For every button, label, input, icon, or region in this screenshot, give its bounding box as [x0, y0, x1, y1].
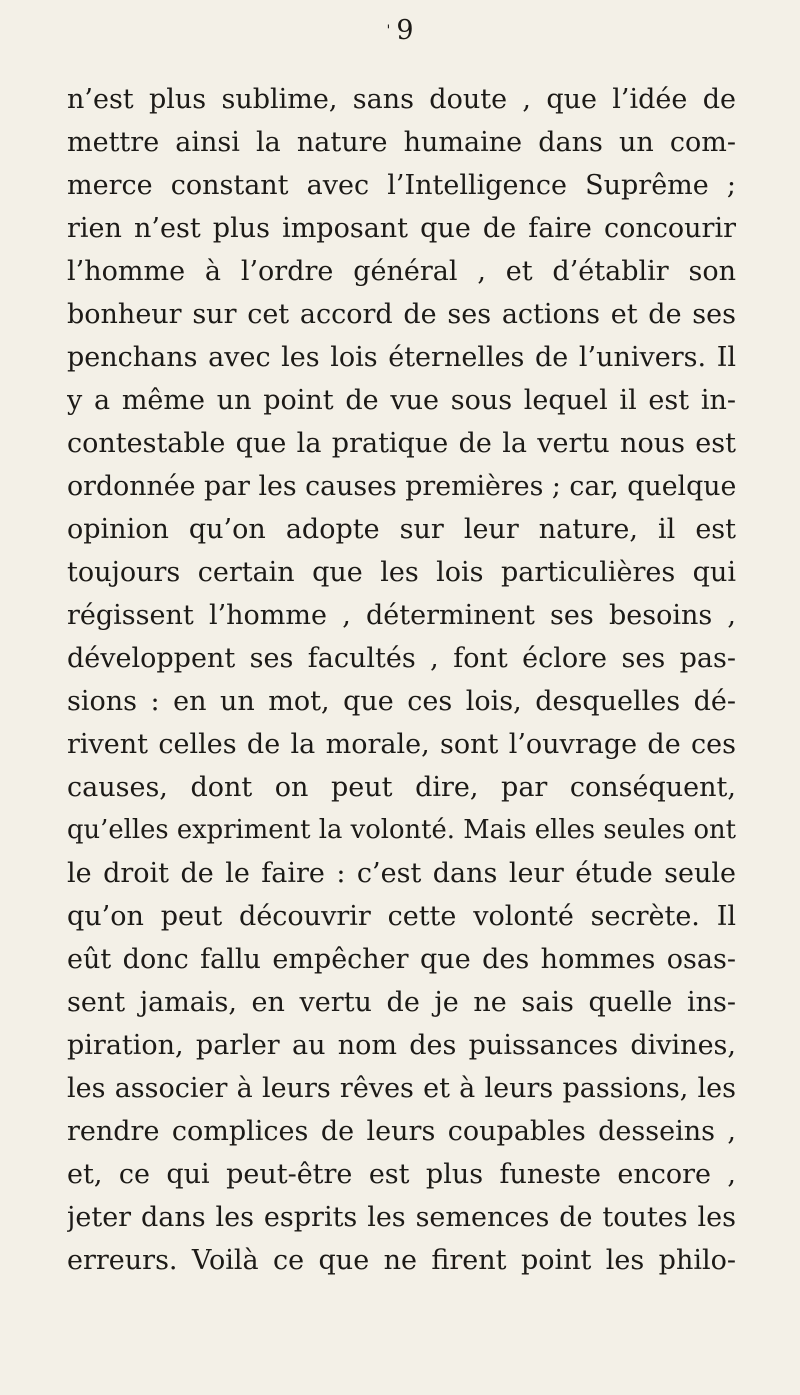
text-line: qu’on peut découvrir cette volonté secrète. Il: [67, 901, 736, 932]
text-line: ordonnée par les causes premières ; car, quelque: [67, 471, 736, 502]
text-line: sent jamais, en vertu de je ne sais quelle ins-: [67, 987, 736, 1018]
text-line: bonheur sur cet accord de ses actions et de ses: [67, 299, 736, 330]
page-number-value: 9: [396, 15, 414, 46]
text-line: opinion qu’on adopte sur leur nature, il est: [67, 514, 736, 545]
text-line: mettre ainsi la nature humaine dans un com-: [67, 127, 736, 158]
text-line: toujours certain que les lois particulières qui: [67, 557, 736, 588]
text-line: le droit de le faire : c’est dans leur étude seule: [67, 858, 736, 889]
text-line: l’homme à l’ordre général , et d’établir son: [67, 256, 736, 287]
text-line: causes, dont on peut dire, par conséquent,: [67, 772, 736, 803]
text-line: penchans avec les lois éternelles de l’univers. Il: [67, 342, 736, 373]
text-line: merce constant avec l’Intelligence Suprême ;: [67, 170, 736, 201]
text-line: qu’elles expriment la volonté. Mais elles seules ont: [67, 815, 736, 845]
text-line: rendre complices de leurs coupables desseins ,: [67, 1116, 736, 1147]
body-text: [67, 78, 736, 1282]
page-number: [0, 16, 800, 46]
text-line: rien n’est plus imposant que de faire concourir: [67, 213, 736, 244]
text-line: eût donc fallu empêcher que des hommes osas-: [67, 944, 736, 975]
text-line: rivent celles de la morale, sont l’ouvrage de ces: [67, 729, 736, 760]
text-line: développent ses facultés , font éclore ses pas-: [67, 643, 736, 674]
text-line: régissent l’homme , déterminent ses besoins ,: [67, 600, 736, 631]
text-line: y a même un point de vue sous lequel il est in-: [67, 385, 736, 416]
text-line: contestable que la pratique de la vertu nous est: [67, 428, 736, 459]
text-line: jeter dans les esprits les semences de toutes les: [67, 1202, 736, 1233]
text-line: piration, parler au nom des puissances divines,: [67, 1030, 736, 1061]
page-number-mark: ': [386, 23, 391, 39]
text-line: erreurs. Voilà ce que ne firent point les philo-: [67, 1245, 736, 1276]
text-line: sions : en un mot, que ces lois, desquelles dé-: [67, 686, 736, 717]
text-line: les associer à leurs rêves et à leurs passions, les: [67, 1073, 736, 1104]
text-line: et, ce qui peut-être est plus funeste encore ,: [67, 1159, 736, 1190]
text-line: n’est plus sublime, sans doute , que l’idée de: [67, 84, 736, 115]
